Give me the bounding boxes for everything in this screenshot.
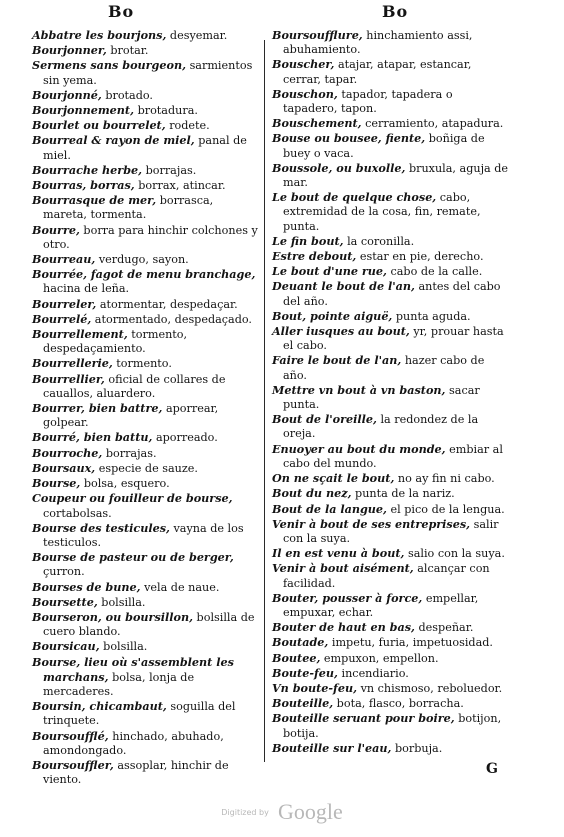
dictionary-entry	[32, 580, 260, 595]
dictionary-entry	[32, 58, 260, 87]
dictionary-entry	[32, 461, 260, 476]
entry-headword: Bouteille,	[272, 696, 334, 711]
entry-headword: Bout de l'oreille,	[272, 412, 377, 427]
entry-translation: brotado.	[105, 88, 153, 102]
entry-headword: Bourreau,	[32, 252, 96, 267]
dictionary-entry	[272, 471, 510, 486]
entry-translation: hinchado, abuhado, amondongado.	[43, 729, 224, 757]
dictionary-entry	[32, 430, 260, 445]
dictionary-entry	[272, 546, 510, 561]
entry-translation: hinchamiento assi, abuhamiento.	[283, 29, 473, 57]
entry-translation: tormento.	[116, 357, 172, 371]
dictionary-entry	[32, 655, 260, 700]
entry-headword: Bourrée, fagot de menu branchage,	[32, 267, 256, 282]
dictionary-entry	[272, 741, 510, 756]
entry-translation: atormentar, despedaçar.	[99, 297, 238, 311]
entry-translation: punta de la nariz.	[355, 487, 455, 501]
entry-translation: sacar punta.	[283, 383, 480, 412]
entry-headword: Bouscher,	[272, 57, 335, 72]
dictionary-entry	[32, 193, 260, 222]
entry-translation: cabo, extremidad de la cosa, fin, remate, punta.	[283, 191, 481, 233]
digitized-label: Digitized by	[221, 807, 269, 817]
dictionary-entry	[272, 309, 510, 324]
dictionary-entry	[32, 401, 260, 430]
entry-translation: despeñar.	[418, 621, 474, 635]
entry-headword: Bout de la langue,	[272, 501, 387, 516]
entry-headword: Il en est venu à bout,	[272, 546, 405, 561]
dictionary-entry	[272, 249, 510, 264]
entry-headword: Bouteille sur l'eau,	[272, 740, 392, 755]
entry-headword: Faire le bout de l'an,	[272, 353, 402, 368]
entry-headword: Bourse,	[32, 476, 81, 491]
entry-translation: oficial de collares de cauallos, aluardero.	[43, 372, 226, 400]
entry-headword: Bourras, borras,	[32, 178, 135, 193]
running-head-left: Bo	[108, 2, 135, 21]
dictionary-entry	[272, 502, 510, 517]
entry-translation: borbuja.	[394, 741, 443, 755]
entry-headword: Boursoufflé,	[32, 728, 109, 743]
entry-headword: Bouschon,	[272, 86, 338, 101]
entry-headword: Venir à bout de ses entreprises,	[272, 516, 471, 531]
entry-translation: alcançar con facilidad.	[283, 562, 490, 590]
dictionary-entry	[272, 28, 510, 57]
entry-headword: Boute-feu,	[272, 665, 338, 680]
entry-translation: bolsilla de cuero blando.	[43, 610, 255, 639]
entry-headword: Boursoufflure,	[272, 28, 363, 42]
entry-translation: borrasca, mareta, tormenta.	[43, 194, 214, 222]
right-column	[272, 28, 510, 756]
left-column	[32, 28, 260, 787]
dictionary-entry	[32, 163, 260, 178]
entry-headword: Le bout de quelque chose,	[272, 190, 437, 205]
dictionary-entry	[272, 620, 510, 635]
entry-headword: Bourrer, bien battre,	[32, 401, 163, 416]
dictionary-entry	[32, 356, 260, 371]
dictionary-entry	[32, 476, 260, 491]
running-head-right: Bo	[382, 2, 409, 21]
entry-headword: Bout, pointe aiguë,	[272, 308, 393, 323]
entry-headword: Bourreler,	[32, 296, 97, 311]
dictionary-entry	[32, 521, 260, 550]
entry-headword: Bourre,	[32, 222, 80, 237]
dictionary-entry	[32, 43, 260, 58]
entry-translation: aporrear, golpear.	[43, 402, 219, 430]
entry-headword: Bourrelé,	[32, 311, 92, 326]
entry-headword: Aller iusques au bout,	[272, 324, 410, 339]
dictionary-entry	[272, 353, 510, 382]
entry-headword: Bourrellement,	[32, 327, 128, 342]
dictionary-entry	[272, 324, 510, 353]
dictionary-entry	[272, 234, 510, 249]
entry-translation: soguilla del trinquete.	[43, 700, 236, 728]
entry-translation: empuxon, empellon.	[323, 651, 439, 665]
dictionary-entry	[272, 486, 510, 501]
entry-translation: brotar.	[110, 44, 149, 58]
entry-translation: no ay fin ni cabo.	[397, 472, 495, 486]
entry-translation: botijon, botija.	[283, 712, 502, 740]
entry-headword: Bouteille seruant pour boire,	[272, 711, 455, 726]
entry-translation: rodete.	[169, 119, 210, 133]
entry-translation: aporreado.	[155, 431, 218, 445]
dictionary-entry	[32, 223, 260, 252]
entry-translation: embiar al cabo del mundo.	[283, 442, 503, 470]
dictionary-entry	[272, 264, 510, 279]
dictionary-entry	[272, 561, 510, 590]
entry-translation: bolsa, esquero.	[83, 477, 170, 491]
entry-translation: cortabolsas.	[43, 506, 112, 520]
entry-translation: vayna de los testiculos.	[43, 521, 244, 549]
entry-translation: bruxula, aguja de mar.	[283, 161, 509, 190]
dictionary-entry	[272, 711, 510, 740]
entry-headword: Bourrellerie,	[32, 356, 113, 371]
entry-headword: Boussole, ou buxolle,	[272, 160, 406, 175]
entry-translation: borrajas.	[105, 446, 157, 460]
dictionary-entry	[32, 699, 260, 728]
entry-headword: Bouter, pousser à force,	[272, 590, 423, 605]
dictionary-entry	[32, 446, 260, 461]
entry-headword: Coupeur ou fouilleur de bourse,	[32, 491, 233, 506]
digitization-footer	[0, 799, 564, 825]
dictionary-entry	[272, 696, 510, 711]
dictionary-entry	[32, 312, 260, 327]
dictionary-entry	[32, 252, 260, 267]
entry-headword: Bourrache herbe,	[32, 162, 143, 177]
entry-translation: vn chismoso, reboluedor.	[360, 681, 503, 695]
entry-headword: Deuant le bout de l'an,	[272, 279, 415, 294]
dictionary-entry	[272, 383, 510, 412]
entry-headword: Bourrellier,	[32, 371, 105, 386]
entry-translation: especie de sauze.	[98, 461, 198, 475]
entry-headword: Bourseron, ou boursillon,	[32, 609, 193, 624]
dictionary-entry	[32, 327, 260, 356]
entry-translation: panal de miel.	[43, 134, 247, 162]
entry-translation: la redondez de la oreja.	[283, 413, 479, 441]
entry-headword: Bourjonné,	[32, 87, 102, 102]
entry-translation: desyemar.	[169, 29, 228, 42]
entry-headword: Boursicau,	[32, 639, 100, 654]
dictionary-entry	[272, 666, 510, 681]
entry-headword: Boursouffler,	[32, 757, 114, 772]
entry-headword: Estre debout,	[272, 249, 357, 264]
entry-translation: cerramiento, atapadura.	[365, 117, 504, 131]
entry-translation: brotadura.	[137, 104, 198, 118]
dictionary-entry	[32, 103, 260, 118]
entry-translation: salio con la suya.	[407, 547, 505, 561]
entry-headword: Bourjonner,	[32, 43, 107, 58]
entry-translation: bolsa, lonja de mercaderes.	[43, 670, 195, 698]
entry-translation: antes del cabo del año.	[283, 280, 501, 308]
entry-headword: Le bout d'une rue,	[272, 264, 387, 279]
entry-translation: salir con la suya.	[283, 517, 499, 545]
entry-headword: Bout du nez,	[272, 486, 352, 501]
entry-translation: bolsilla.	[101, 595, 146, 609]
dictionary-entry	[32, 118, 260, 133]
entry-headword: Bourroche,	[32, 445, 103, 460]
dictionary-entry	[32, 133, 260, 162]
entry-translation: verdugo, sayon.	[98, 253, 189, 267]
dictionary-entry	[272, 681, 510, 696]
entry-headword: Bourreal & rayon de miel,	[32, 133, 195, 148]
entry-translation: borra para hinchir colchones y otro.	[43, 223, 258, 251]
entry-translation: el pico de la lengua.	[390, 502, 505, 516]
entry-headword: Venir à bout aisément,	[272, 561, 414, 576]
entry-translation: atormentado, despedaçado.	[94, 312, 252, 326]
entry-translation: yr, prouar hasta el cabo.	[283, 325, 504, 353]
dictionary-entry	[32, 178, 260, 193]
dictionary-entry	[272, 87, 510, 116]
entry-headword: Bourse, lieu où s'assemblent les marchans,	[32, 654, 234, 684]
entry-headword: Bourses de bune,	[32, 579, 141, 594]
dictionary-entry	[272, 279, 510, 308]
entry-translation: cabo de la calle.	[390, 265, 483, 279]
dictionary-entry	[272, 190, 510, 234]
entry-headword: Sermens sans bourgeon,	[32, 58, 186, 73]
entry-translation: borrajas.	[145, 163, 197, 177]
entry-translation: hazer cabo de año.	[283, 354, 485, 382]
entry-headword: Bourlet ou bourrelet,	[32, 118, 166, 133]
dictionary-entry	[32, 610, 260, 639]
dictionary-entry	[272, 591, 510, 620]
entry-translation: tapador, tapadera o tapadero, tapon.	[283, 87, 453, 116]
entry-headword: Bouse ou bousee, fiente,	[272, 131, 426, 146]
entry-translation: incendiario.	[341, 666, 409, 680]
dictionary-entry	[272, 161, 510, 190]
entry-headword: Enuoyer au bout du monde,	[272, 441, 446, 456]
entry-headword: Bourrasque de mer,	[32, 193, 157, 208]
entry-headword: Abbatre les bourjons,	[32, 28, 167, 42]
entry-headword: Vn boute-feu,	[272, 680, 358, 695]
dictionary-entry	[32, 491, 260, 520]
dictionary-entry	[32, 758, 260, 787]
dictionary-entry	[32, 88, 260, 103]
entry-headword: Bourré, bien battu,	[32, 430, 153, 445]
entry-headword: Le fin bout,	[272, 233, 344, 248]
entry-translation: assoplar, hinchir de viento.	[43, 758, 229, 787]
entry-headword: Bourse de pasteur ou de berger,	[32, 550, 234, 565]
entry-translation: la coronilla.	[347, 234, 415, 248]
dictionary-entry	[32, 729, 260, 758]
entry-headword: Bourse des testicules,	[32, 520, 170, 535]
entry-headword: Boursin, chicambaut,	[32, 699, 167, 714]
dictionary-entry	[272, 131, 510, 160]
entry-translation: vela de naue.	[144, 580, 220, 594]
entry-translation: empellar, empuxar, echar.	[283, 591, 479, 619]
dictionary-entry	[32, 639, 260, 654]
entry-translation: punta aguda.	[395, 309, 471, 323]
dictionary-entry	[272, 517, 510, 546]
entry-headword: Boursette,	[32, 594, 98, 609]
entry-headword: Mettre vn bout à vn baston,	[272, 382, 446, 397]
dictionary-entry	[32, 550, 260, 579]
entry-translation: tormento, despedaçamiento.	[43, 328, 188, 356]
dictionary-entry	[32, 267, 260, 296]
entry-translation: sarmientos sin yema.	[43, 59, 253, 87]
entry-translation: bota, flasco, borracha.	[336, 697, 464, 711]
entry-headword: Boutade,	[272, 635, 329, 650]
dictionary-entry	[272, 116, 510, 131]
dictionary-entry	[32, 297, 260, 312]
catchword: G	[486, 761, 498, 777]
dictionary-entry	[32, 595, 260, 610]
dictionary-entry	[272, 442, 510, 471]
entry-translation: impetu, furia, impetuosidad.	[331, 636, 493, 650]
entry-translation: bolsilla.	[103, 640, 148, 654]
entry-headword: Bouschement,	[272, 116, 362, 131]
dictionary-entry	[272, 651, 510, 666]
entry-translation: atajar, atapar, estancar, cerrar, tapar.	[283, 58, 472, 86]
entry-translation: çurron.	[43, 565, 85, 579]
google-logo: Google	[277, 799, 343, 824]
entry-headword: On ne sçait le bout,	[272, 471, 395, 486]
entry-translation: estar en pie, derecho.	[359, 250, 484, 264]
entry-translation: borrax, atincar.	[138, 179, 226, 193]
column-divider	[264, 40, 265, 762]
entry-translation: boñiga de buey o vaca.	[283, 132, 485, 160]
entry-headword: Boutee,	[272, 650, 321, 665]
dictionary-entry	[32, 372, 260, 401]
entry-headword: Bouter de haut en bas,	[272, 620, 415, 635]
dictionary-entry	[32, 28, 260, 43]
dictionary-entry	[272, 635, 510, 650]
entry-headword: Boursaux,	[32, 460, 96, 475]
entry-translation: hacina de leña.	[43, 282, 130, 296]
dictionary-entry	[272, 412, 510, 441]
entry-headword: Bourjonnement,	[32, 103, 134, 118]
dictionary-entry	[272, 57, 510, 86]
